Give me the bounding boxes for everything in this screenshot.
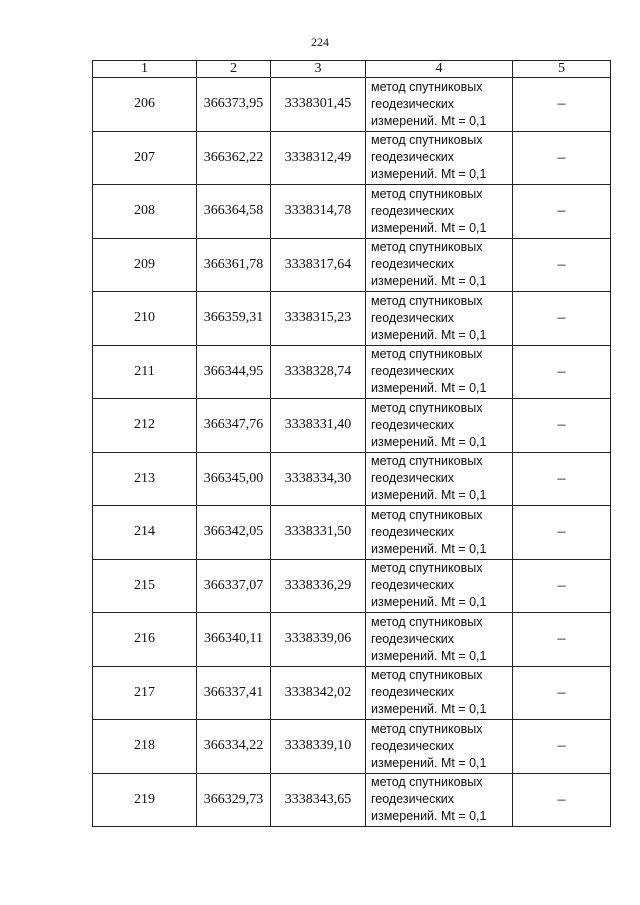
- point-number-cell: 216: [93, 613, 197, 667]
- x-coordinate-cell: 366329,73: [197, 773, 271, 827]
- point-number-cell: 211: [93, 345, 197, 399]
- table-row: [93, 131, 611, 185]
- column-header: 5: [513, 61, 611, 78]
- x-coordinate-cell: 366359,31: [197, 292, 271, 346]
- table-row: [93, 78, 611, 132]
- point-number-cell: 212: [93, 399, 197, 453]
- y-coordinate-cell: 3338331,40: [271, 399, 366, 453]
- point-number-cell: 217: [93, 666, 197, 720]
- point-number-cell: 210: [93, 292, 197, 346]
- method-cell: метод спутниковых геодезических измерений. Mt = 0,1: [366, 345, 513, 399]
- y-coordinate-cell: 3338331,50: [271, 506, 366, 560]
- y-coordinate-cell: 3338312,49: [271, 131, 366, 185]
- note-cell: –: [513, 131, 611, 185]
- method-cell: метод спутниковых геодезических измерений. Mt = 0,1: [366, 666, 513, 720]
- table-row: [93, 238, 611, 292]
- method-cell: метод спутниковых геодезических измерений. Mt = 0,1: [366, 559, 513, 613]
- column-header: 2: [197, 61, 271, 78]
- table-row: [93, 613, 611, 667]
- y-coordinate-cell: 3338328,74: [271, 345, 366, 399]
- x-coordinate-cell: 366337,07: [197, 559, 271, 613]
- y-coordinate-cell: 3338315,23: [271, 292, 366, 346]
- method-cell: метод спутниковых геодезических измерений. Mt = 0,1: [366, 720, 513, 774]
- table-row: [93, 292, 611, 346]
- point-number-cell: 213: [93, 452, 197, 506]
- note-cell: –: [513, 78, 611, 132]
- point-number-cell: 219: [93, 773, 197, 827]
- x-coordinate-cell: 366334,22: [197, 720, 271, 774]
- table-row: [93, 666, 611, 720]
- y-coordinate-cell: 3338334,30: [271, 452, 366, 506]
- y-coordinate-cell: 3338314,78: [271, 185, 366, 239]
- x-coordinate-cell: 366345,00: [197, 452, 271, 506]
- x-coordinate-cell: 366347,76: [197, 399, 271, 453]
- note-cell: –: [513, 666, 611, 720]
- note-cell: –: [513, 399, 611, 453]
- note-cell: –: [513, 559, 611, 613]
- method-cell: метод спутниковых геодезических измерений. Mt = 0,1: [366, 131, 513, 185]
- y-coordinate-cell: 3338301,45: [271, 78, 366, 132]
- y-coordinate-cell: 3338317,64: [271, 238, 366, 292]
- method-cell: метод спутниковых геодезических измерений. Mt = 0,1: [366, 292, 513, 346]
- note-cell: –: [513, 185, 611, 239]
- note-cell: –: [513, 345, 611, 399]
- x-coordinate-cell: 366340,11: [197, 613, 271, 667]
- x-coordinate-cell: 366342,05: [197, 506, 271, 560]
- y-coordinate-cell: 3338339,06: [271, 613, 366, 667]
- coordinates-table: [92, 60, 611, 827]
- method-cell: метод спутниковых геодезических измерений. Mt = 0,1: [366, 78, 513, 132]
- table-row: [93, 399, 611, 453]
- page-number: 224: [311, 35, 329, 49]
- note-cell: –: [513, 506, 611, 560]
- y-coordinate-cell: 3338342,02: [271, 666, 366, 720]
- note-cell: –: [513, 773, 611, 827]
- method-cell: метод спутниковых геодезических измерений. Mt = 0,1: [366, 185, 513, 239]
- table-row: [93, 720, 611, 774]
- table-row: [93, 452, 611, 506]
- note-cell: –: [513, 613, 611, 667]
- method-cell: метод спутниковых геодезических измерений. Mt = 0,1: [366, 399, 513, 453]
- method-cell: метод спутниковых геодезических измерений. Mt = 0,1: [366, 506, 513, 560]
- point-number-cell: 218: [93, 720, 197, 774]
- method-cell: метод спутниковых геодезических измерений. Mt = 0,1: [366, 452, 513, 506]
- x-coordinate-cell: 366361,78: [197, 238, 271, 292]
- table-row: [93, 185, 611, 239]
- x-coordinate-cell: 366364,58: [197, 185, 271, 239]
- method-cell: метод спутниковых геодезических измерений. Mt = 0,1: [366, 613, 513, 667]
- y-coordinate-cell: 3338339,10: [271, 720, 366, 774]
- column-header: 4: [366, 61, 513, 78]
- point-number-cell: 209: [93, 238, 197, 292]
- point-number-cell: 214: [93, 506, 197, 560]
- x-coordinate-cell: 366362,22: [197, 131, 271, 185]
- method-cell: метод спутниковых геодезических измерений. Mt = 0,1: [366, 238, 513, 292]
- table-row: [93, 506, 611, 560]
- x-coordinate-cell: 366373,95: [197, 78, 271, 132]
- y-coordinate-cell: 3338336,29: [271, 559, 366, 613]
- note-cell: –: [513, 720, 611, 774]
- table-row: [93, 559, 611, 613]
- point-number-cell: 207: [93, 131, 197, 185]
- note-cell: –: [513, 238, 611, 292]
- point-number-cell: 215: [93, 559, 197, 613]
- x-coordinate-cell: 366344,95: [197, 345, 271, 399]
- y-coordinate-cell: 3338343,65: [271, 773, 366, 827]
- column-header: 1: [93, 61, 197, 78]
- point-number-cell: 208: [93, 185, 197, 239]
- column-header: 3: [271, 61, 366, 78]
- note-cell: –: [513, 452, 611, 506]
- table-header-row: [93, 61, 611, 78]
- note-cell: –: [513, 292, 611, 346]
- table-row: [93, 773, 611, 827]
- x-coordinate-cell: 366337,41: [197, 666, 271, 720]
- method-cell: метод спутниковых геодезических измерений. Mt = 0,1: [366, 773, 513, 827]
- point-number-cell: 206: [93, 78, 197, 132]
- table-row: [93, 345, 611, 399]
